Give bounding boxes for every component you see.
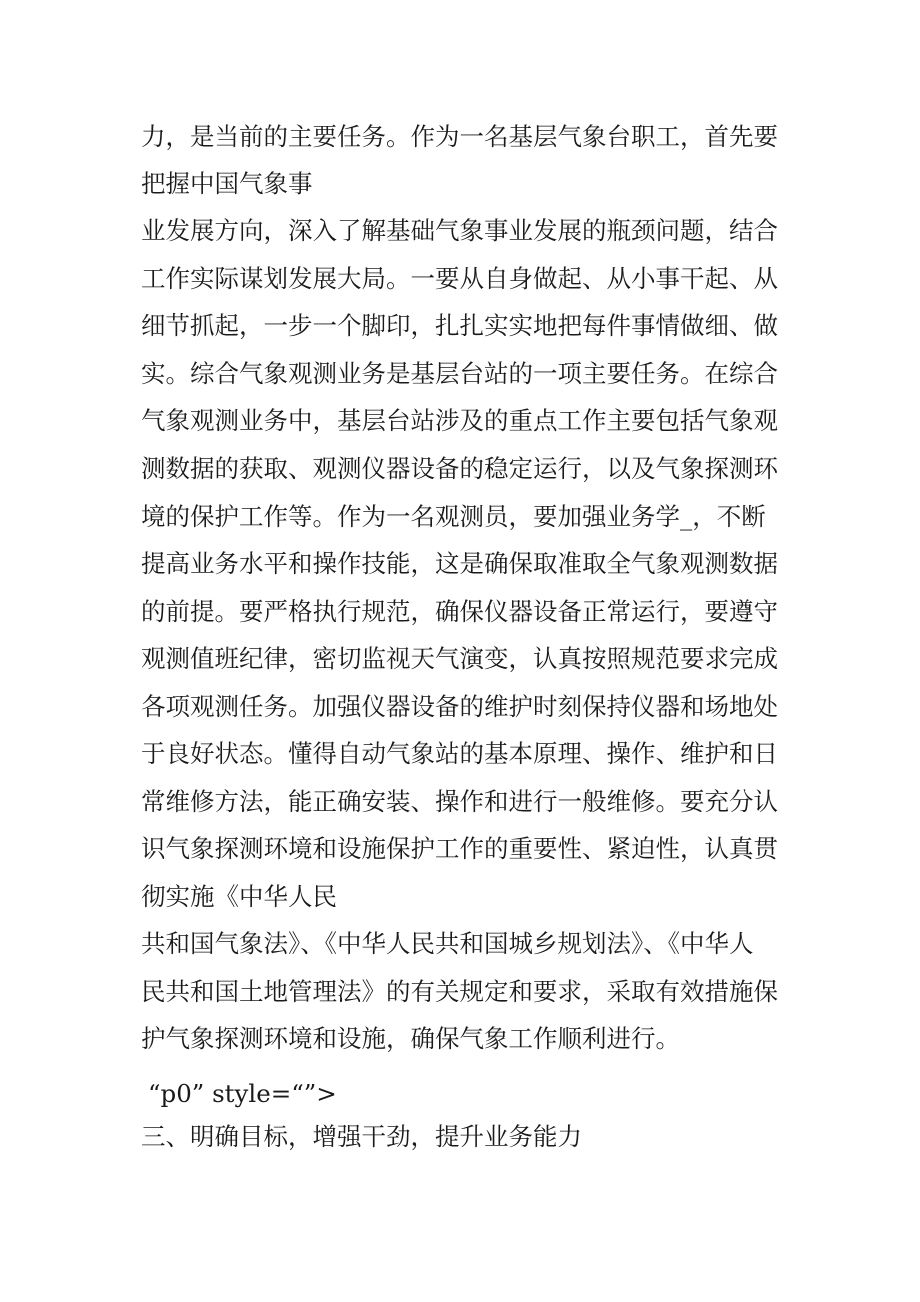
text-line: 测数据的获取、观测仪器设备的稳定运行，以及气象探测环 [141,454,778,483]
text-line: 提高业务水平和操作技能，这是确保取准取全气象观测数据 [141,549,778,578]
text-line: 实。综合气象观测业务是基层台站的一项主要任务。在综合 [141,359,778,388]
text-line: 常维修方法，能正确安装、操作和进行一般维修。要充分认 [141,787,778,816]
text-line: 观测值班纪律，密切监视天气演变，认真按照规范要求完成 [141,644,778,673]
text-line: 识气象探测环境和设施保护工作的重要性、紧迫性，认真贯 [141,834,778,863]
text-line: 把握中国气象事 [141,169,313,198]
text-line: 的前提。要严格执行规范，确保仪器设备正常运行，要遵守 [141,597,778,626]
text-line-code-fragment: “p0” style=“”> [148,1079,337,1108]
section-heading: 三、明确目标，增强干劲，提升业务能力 [141,1122,582,1151]
text-line: 于良好状态。懂得自动气象站的基本原理、操作、维护和日 [141,739,778,768]
text-line: 业发展方向，深入了解基础气象事业发展的瓶颈问题，结合 [141,216,778,245]
text-line: 力，是当前的主要任务。作为一名基层气象台职工，首先要 [141,122,778,151]
text-line: 各项观测任务。加强仪器设备的维护时刻保持仪器和场地处 [141,692,778,721]
text-line: 细节抓起，一步一个脚印，扎扎实实地把每件事情做细、做 [141,311,778,340]
text-line: 气象观测业务中，基层台站涉及的重点工作主要包括气象观 [141,406,778,435]
text-line: 境的保护工作等。作为一名观测员，要加强业务学_，不断 [141,502,766,531]
text-line: 民共和国土地管理法》的有关规定和要求，采取有效措施保 [141,977,778,1006]
text-line: 共和国气象法》、《中华人民共和国城乡规划法》、《中华人 [141,929,754,958]
text-line: 彻实施《中华人民 [141,882,337,911]
text-line: 工作实际谋划发展大局。一要从自身做起、从小事干起、从 [141,264,778,293]
text-line: 护气象探测环境和设施，确保气象工作顺利进行。 [141,1024,680,1053]
